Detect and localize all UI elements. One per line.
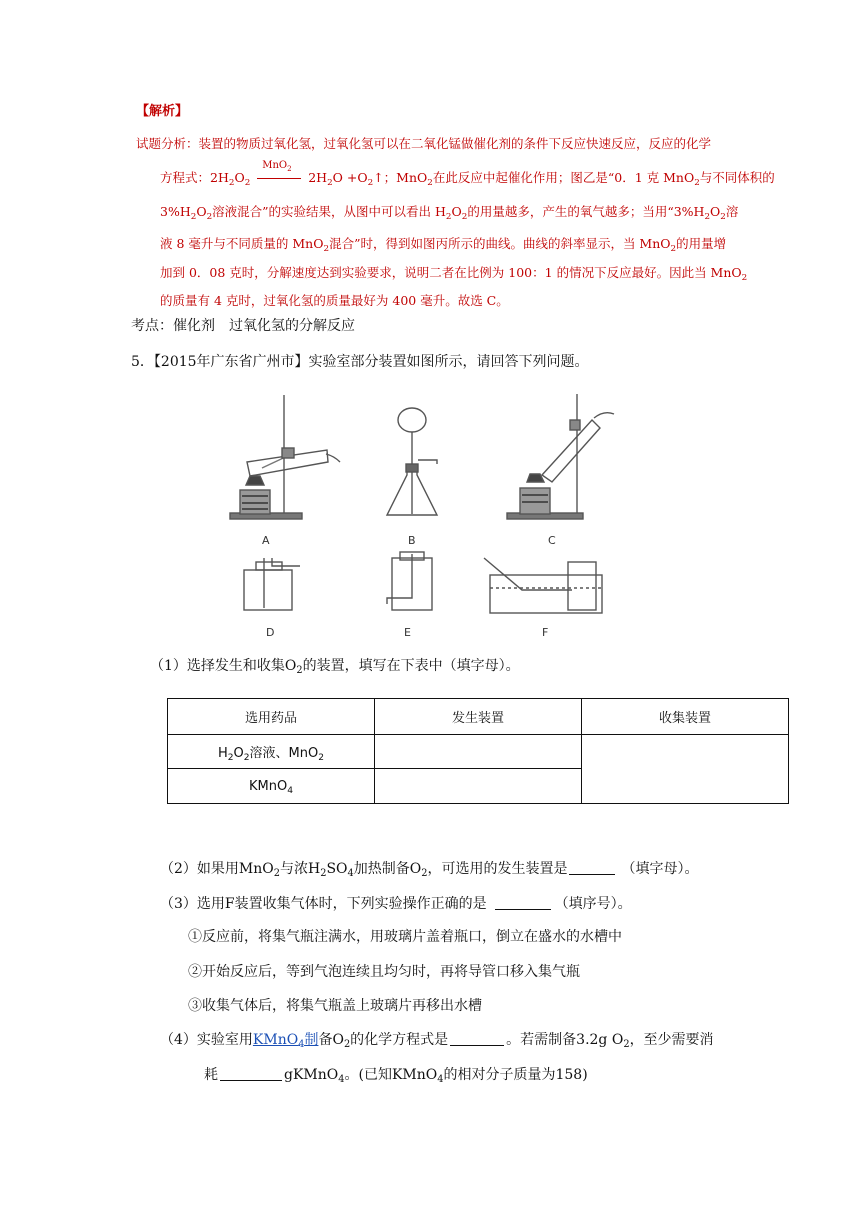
kaodian: 考点：催化剂 过氧化氢的分解反应	[131, 318, 355, 334]
apparatus-d	[244, 558, 300, 610]
label-e: E	[404, 626, 411, 639]
analysis-line-6: 的质量有 4 克时，过氧化氢的质量最好为 400 毫升。故选 C。	[160, 293, 509, 308]
header-collection: 收集装置	[582, 699, 789, 735]
label-b: B	[408, 534, 416, 547]
analysis-line-3: $3\%H_2O_2$溶液混合”的实验结果，从图中可以看出 $H_2O_2$的用量越多，产生的氧气越多；当用“$3\%H_2O_2$溶	[160, 204, 739, 222]
answer-blank-q3[interactable]	[495, 895, 551, 910]
reagent-kmno4: KMnO$_4$	[168, 769, 375, 804]
header-reagent: 选用药品	[168, 699, 375, 735]
table-header-row	[168, 699, 789, 735]
apparatus-c	[507, 394, 614, 519]
answer-cell-generation-1[interactable]	[375, 735, 582, 769]
header-generation: 发生装置	[375, 699, 582, 735]
question-4-cont: 耗 gKMnO$_4$。(已知KMnO$_4$的相对分子质量为158)	[204, 1067, 588, 1085]
analysis-line-1: 试题分析：装置的物质过氧化氢，过氧化氢可以在二氧化锰做催化剂的条件下反应快速反应，反应的化学	[136, 136, 712, 151]
q3-option-2: ②开始反应后，等到气泡连续且均匀时，再将导管口移入集气瓶	[188, 964, 580, 980]
answer-blank-q4-equation[interactable]	[450, 1031, 504, 1046]
apparatus-e	[387, 552, 432, 610]
catalyst-label: MnO$_2$	[262, 160, 292, 173]
label-f: F	[542, 626, 549, 639]
answer-blank-q2[interactable]	[569, 860, 615, 875]
question-2: （2）如果用MnO$_2$与浓$H_2SO_4$加热制备$O_2$，可选用的发生装置是 （填字母）。	[160, 861, 699, 879]
selection-table	[167, 698, 789, 804]
analysis-line-5: 加到 0．08 克时，分解速度达到实验要求，说明二者在比例为 100：1 的情况下反应最好。因此当 MnO$_2$	[160, 265, 748, 283]
apparatus-a	[230, 395, 340, 519]
reagent-h2o2: $H_2O_2$溶液、MnO$_2$	[168, 735, 375, 769]
analysis-line-4: 液 8 毫升与不同质量的 MnO$_2$混合”时，得到如图丙所示的曲线。曲线的斜率显示，当 MnO$_2$的用量增	[160, 236, 727, 254]
apparatus-b	[387, 408, 437, 515]
analysis-line-2: 方程式：$2H_2O_2$ MnO$_2$ $2H_2O$ $+O_2↑$；MnO$_2$在此反应中起催化作用；图乙是“0．1 克 MnO$_2$与不同体积的	[160, 160, 775, 188]
kmno4-link[interactable]: KMnO$_4$制	[252, 1032, 319, 1050]
apparatus-figure	[222, 390, 622, 645]
catalyst-arrow	[254, 160, 304, 185]
analysis-header: 【解析】	[136, 104, 189, 119]
answer-blank-q4-mass[interactable]	[220, 1066, 282, 1081]
label-d: D	[266, 626, 275, 639]
apparatus-f	[484, 558, 602, 613]
answer-cell-generation-2[interactable]	[375, 769, 582, 804]
q3-option-1: ①反应前，将集气瓶注满水，用玻璃片盖着瓶口，倒立在盛水的水槽中	[188, 929, 622, 945]
question-5-title: 5．【2015年广东省广州市】实验室部分装置如图所示，请回答下列问题。	[131, 354, 589, 370]
answer-cell-collection[interactable]	[582, 735, 789, 804]
label-c: C	[548, 534, 556, 547]
question-3: （3）选用F装置收集气体时，下列实验操作正确的是 （填序号）。	[160, 896, 632, 912]
question-1: （1）选择发生和收集$O_2$的装置，填写在下表中（填字母）。	[150, 658, 520, 676]
question-4: （4）实验室用KMnO$_4$制备$O_2$的化学方程式是 。若需制备3.2g $O_2$，至少需要消	[160, 1032, 714, 1050]
table-row	[168, 735, 789, 769]
label-a: A	[262, 534, 270, 547]
q3-option-3: ③收集气体后，将集气瓶盖上玻璃片再移出水槽	[188, 998, 482, 1014]
